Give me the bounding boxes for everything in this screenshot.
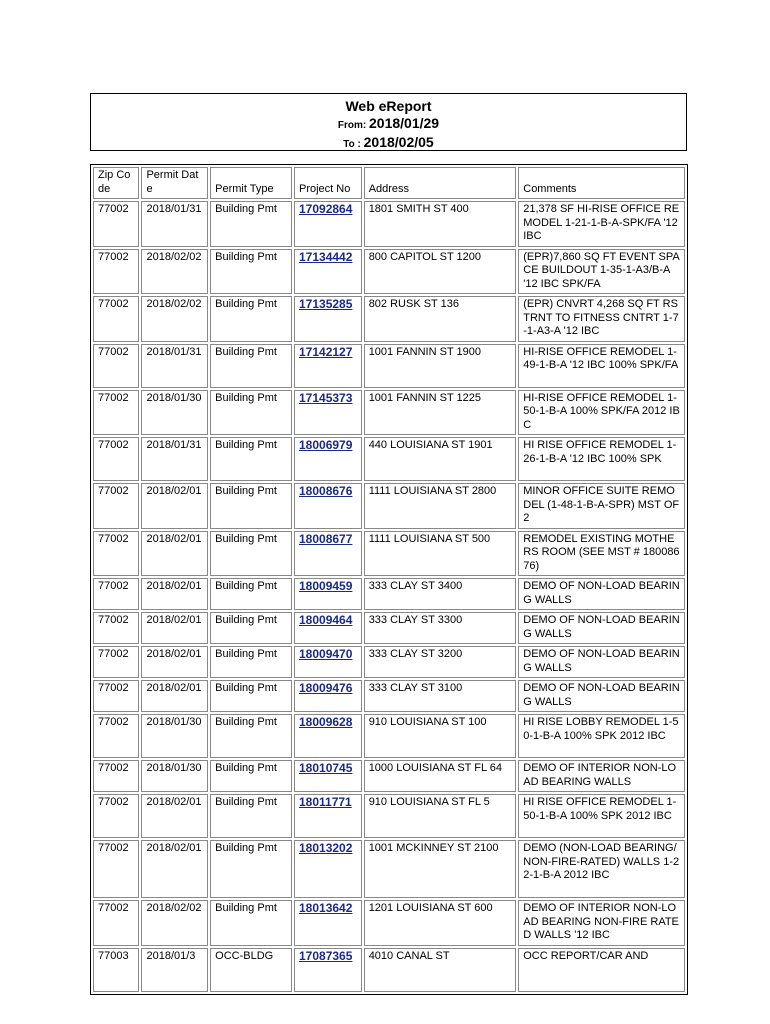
table-row bbox=[93, 344, 685, 388]
cell-permit-date: 2018/02/01 bbox=[141, 578, 208, 610]
cell-permit-date: 2018/02/02 bbox=[141, 296, 208, 342]
header-comments: Comments bbox=[518, 167, 685, 199]
project-link[interactable]: 17135285 bbox=[299, 297, 353, 311]
table-row bbox=[93, 531, 685, 577]
table-row bbox=[93, 680, 685, 712]
report-header bbox=[90, 93, 687, 151]
table-row bbox=[93, 646, 685, 678]
cell-permit-type: Building Pmt bbox=[210, 296, 292, 342]
cell-permit-type: Building Pmt bbox=[210, 344, 292, 388]
cell-project-no bbox=[294, 296, 362, 342]
cell-address: 1000 LOUISIANA ST FL 64 bbox=[364, 760, 517, 792]
table-row bbox=[93, 390, 685, 436]
cell-zip: 77002 bbox=[93, 483, 139, 529]
cell-project-no bbox=[294, 390, 362, 436]
table-row bbox=[93, 840, 685, 898]
cell-permit-type: Building Pmt bbox=[210, 390, 292, 436]
header-project-no: Project No bbox=[294, 167, 362, 199]
cell-permit-date: 2018/02/01 bbox=[141, 794, 208, 838]
cell-permit-type: Building Pmt bbox=[210, 900, 292, 946]
cell-permit-type: Building Pmt bbox=[210, 437, 292, 481]
cell-comments: DEMO OF NON-LOAD BEARING WALLS bbox=[518, 646, 685, 678]
cell-permit-type: Building Pmt bbox=[210, 483, 292, 529]
cell-permit-date: 2018/02/02 bbox=[141, 249, 208, 295]
cell-address: 802 RUSK ST 136 bbox=[364, 296, 517, 342]
table-row bbox=[93, 612, 685, 644]
cell-permit-type: Building Pmt bbox=[210, 794, 292, 838]
cell-project-no bbox=[294, 437, 362, 481]
cell-address: 333 CLAY ST 3300 bbox=[364, 612, 517, 644]
cell-address: 333 CLAY ST 3200 bbox=[364, 646, 517, 678]
cell-permit-date: 2018/01/30 bbox=[141, 390, 208, 436]
cell-project-no bbox=[294, 714, 362, 758]
cell-comments: HI-RISE OFFICE REMODEL 1-49-1-B-A '12 IBC 100% SPK/FA bbox=[518, 344, 685, 388]
cell-permit-date: 2018/02/01 bbox=[141, 646, 208, 678]
cell-permit-type: Building Pmt bbox=[210, 531, 292, 577]
cell-zip: 77003 bbox=[93, 948, 139, 992]
cell-zip: 77002 bbox=[93, 296, 139, 342]
cell-project-no bbox=[294, 794, 362, 838]
cell-permit-type: Building Pmt bbox=[210, 680, 292, 712]
cell-permit-date: 2018/01/31 bbox=[141, 201, 208, 247]
permit-table-container bbox=[90, 165, 688, 963]
cell-comments: MINOR OFFICE SUITE REMODEL (1-48-1-B-A-SPR) MST OF 2 bbox=[518, 483, 685, 529]
table-row bbox=[93, 249, 685, 295]
cell-project-no bbox=[294, 840, 362, 898]
cell-address: 1001 FANNIN ST 1900 bbox=[364, 344, 517, 388]
cell-project-no bbox=[294, 900, 362, 946]
cell-comments: OCC REPORT/CAR AND bbox=[518, 948, 685, 992]
cell-address: 910 LOUISIANA ST 100 bbox=[364, 714, 517, 758]
project-link[interactable]: 17087365 bbox=[299, 948, 353, 963]
cell-permit-type: Building Pmt bbox=[210, 840, 292, 898]
permit-table bbox=[90, 164, 688, 995]
cell-address: 333 CLAY ST 3400 bbox=[364, 578, 517, 610]
cell-comments: REMODEL EXISTING MOTHERS ROOM (SEE MST # 18008676) bbox=[518, 531, 685, 577]
project-link[interactable]: 18006979 bbox=[299, 438, 353, 452]
project-link[interactable]: 18009628 bbox=[299, 715, 353, 729]
table-row bbox=[93, 714, 685, 758]
table-row bbox=[93, 296, 685, 342]
cell-zip: 77002 bbox=[93, 531, 139, 577]
cell-zip: 77002 bbox=[93, 344, 139, 388]
cell-comments: DEMO OF INTERIOR NON-LOAD BEARING NON-FIRE RATED WALLS '12 IBC bbox=[518, 900, 685, 946]
cell-project-no bbox=[294, 760, 362, 792]
table-row bbox=[93, 760, 685, 792]
cell-permit-date: 2018/02/01 bbox=[141, 612, 208, 644]
cell-project-no bbox=[294, 483, 362, 529]
cell-address: 440 LOUISIANA ST 1901 bbox=[364, 437, 517, 481]
cell-comments: DEMO OF NON-LOAD BEARING WALLS bbox=[518, 578, 685, 610]
from-date: 2018/01/29 bbox=[369, 115, 440, 131]
cell-address: 910 LOUISIANA ST FL 5 bbox=[364, 794, 517, 838]
table-row bbox=[93, 201, 685, 247]
cell-address: 333 CLAY ST 3100 bbox=[364, 680, 517, 712]
project-link[interactable]: 18009464 bbox=[299, 613, 353, 627]
to-range bbox=[91, 133, 686, 154]
cell-project-no bbox=[294, 578, 362, 610]
cell-permit-date: 2018/01/31 bbox=[141, 344, 208, 388]
header-address: Address bbox=[364, 167, 517, 199]
table-row bbox=[93, 483, 685, 529]
table-row bbox=[93, 794, 685, 838]
cell-address: 1201 LOUISIANA ST 600 bbox=[364, 900, 517, 946]
cell-zip: 77002 bbox=[93, 390, 139, 436]
cell-address: 800 CAPITOL ST 1200 bbox=[364, 249, 517, 295]
cell-address: 1111 LOUISIANA ST 500 bbox=[364, 531, 517, 577]
project-link[interactable]: 18009470 bbox=[299, 647, 353, 661]
cell-comments: HI RISE OFFICE REMODEL 1-26-1-B-A '12 IBC 100% SPK bbox=[518, 437, 685, 481]
cell-permit-type: Building Pmt bbox=[210, 714, 292, 758]
cell-comments: HI RISE LOBBY REMODEL 1-50-1-B-A 100% SPK 2012 IBC bbox=[518, 714, 685, 758]
cell-address: 1001 MCKINNEY ST 2100 bbox=[364, 840, 517, 898]
project-link[interactable]: 18013202 bbox=[299, 841, 353, 855]
cell-permit-type: Building Pmt bbox=[210, 760, 292, 792]
cell-project-no bbox=[294, 201, 362, 247]
cell-permit-date: 2018/02/01 bbox=[141, 531, 208, 577]
cell-permit-type: Building Pmt bbox=[210, 201, 292, 247]
cell-comments: (EPR)7,860 SQ FT EVENT SPACE BUILDOUT 1-35-1-A3/B-A '12 IBC SPK/FA bbox=[518, 249, 685, 295]
cell-permit-date: 2018/01/31 bbox=[141, 437, 208, 481]
cell-address: 1801 SMITH ST 400 bbox=[364, 201, 517, 247]
cell-zip: 77002 bbox=[93, 612, 139, 644]
cell-address: 4010 CANAL ST bbox=[364, 948, 517, 992]
cell-comments: (EPR) CNVRT 4,268 SQ FT RSTRNT TO FITNESS CNTRT 1-7-1-A3-A '12 IBC bbox=[518, 296, 685, 342]
cell-comments: DEMO OF NON-LOAD BEARING WALLS bbox=[518, 680, 685, 712]
cell-zip: 77002 bbox=[93, 760, 139, 792]
cell-zip: 77002 bbox=[93, 201, 139, 247]
table-body bbox=[93, 201, 685, 992]
cell-address: 1111 LOUISIANA ST 2800 bbox=[364, 483, 517, 529]
cell-permit-type: Building Pmt bbox=[210, 646, 292, 678]
cell-comments: HI RISE OFFICE REMODEL 1-50-1-B-A 100% SPK 2012 IBC bbox=[518, 794, 685, 838]
header-zip: Zip Code bbox=[93, 167, 139, 199]
cell-project-no bbox=[294, 531, 362, 577]
cell-permit-date: 2018/02/02 bbox=[141, 900, 208, 946]
cell-project-no bbox=[294, 646, 362, 678]
table-row bbox=[93, 437, 685, 481]
header-permit-date: Permit Date bbox=[141, 167, 208, 199]
project-link[interactable]: 18009476 bbox=[299, 681, 353, 695]
report-title: Web eReport bbox=[345, 98, 432, 114]
cell-project-no bbox=[294, 249, 362, 295]
project-link[interactable]: 17092864 bbox=[299, 202, 353, 216]
project-link[interactable]: 18009459 bbox=[299, 579, 353, 593]
from-label: From: bbox=[337, 120, 367, 131]
project-link[interactable]: 18008676 bbox=[299, 484, 353, 498]
cell-zip: 77002 bbox=[93, 249, 139, 295]
table-header-row bbox=[93, 167, 685, 199]
cell-project-no bbox=[294, 680, 362, 712]
cell-project-no bbox=[294, 612, 362, 644]
table-row bbox=[93, 948, 685, 992]
cell-zip: 77002 bbox=[93, 714, 139, 758]
project-link[interactable]: 17142127 bbox=[299, 344, 353, 359]
cell-zip: 77002 bbox=[93, 794, 139, 838]
cell-permit-type: Building Pmt bbox=[210, 249, 292, 295]
to-label: To : bbox=[343, 139, 361, 150]
cell-project-no bbox=[294, 344, 362, 388]
header-permit-type: Permit Type bbox=[210, 167, 292, 199]
table-row bbox=[93, 900, 685, 946]
cell-permit-date: 2018/01/30 bbox=[141, 760, 208, 792]
cell-zip: 77002 bbox=[93, 680, 139, 712]
cell-comments: DEMO (NON-LOAD BEARING/NON-FIRE-RATED) WALLS 1-22-1-B-A 2012 IBC bbox=[518, 840, 685, 898]
cell-address: 1001 FANNIN ST 1225 bbox=[364, 390, 517, 436]
cell-zip: 77002 bbox=[93, 646, 139, 678]
cell-permit-type: OCC-BLDG bbox=[210, 948, 292, 992]
project-link[interactable]: 18013642 bbox=[299, 901, 353, 915]
cell-permit-date: 2018/02/01 bbox=[141, 680, 208, 712]
project-link[interactable]: 18011771 bbox=[299, 795, 352, 809]
cell-zip: 77002 bbox=[93, 900, 139, 946]
to-date: 2018/02/05 bbox=[363, 134, 434, 150]
cell-comments: 21,378 SF HI-RISE OFFICE REMODEL 1-21-1-B-A-SPK/FA '12 IBC bbox=[518, 201, 685, 247]
cell-comments: HI-RISE OFFICE REMODEL 1-50-1-B-A 100% SPK/FA 2012 IBC bbox=[518, 390, 685, 436]
cell-permit-date: 2018/02/01 bbox=[141, 840, 208, 898]
cell-project-no bbox=[294, 948, 362, 992]
cell-permit-type: Building Pmt bbox=[210, 612, 292, 644]
cell-comments: DEMO OF NON-LOAD BEARING WALLS bbox=[518, 612, 685, 644]
project-link[interactable]: 17134442 bbox=[299, 249, 353, 264]
from-range bbox=[91, 114, 686, 135]
cell-zip: 77002 bbox=[93, 840, 139, 898]
project-link[interactable]: 17145373 bbox=[299, 390, 353, 405]
cell-permit-type: Building Pmt bbox=[210, 578, 292, 610]
cell-permit-date: 2018/01/3 bbox=[141, 948, 208, 992]
table-row bbox=[93, 578, 685, 610]
cell-permit-date: 2018/02/01 bbox=[141, 483, 208, 529]
cell-zip: 77002 bbox=[93, 437, 139, 481]
cell-comments: DEMO OF INTERIOR NON-LOAD BEARING WALLS bbox=[518, 760, 685, 792]
cell-zip: 77002 bbox=[93, 578, 139, 610]
cell-permit-date: 2018/01/30 bbox=[141, 714, 208, 758]
project-link[interactable]: 18008677 bbox=[299, 531, 353, 546]
project-link[interactable]: 18010745 bbox=[299, 761, 353, 775]
